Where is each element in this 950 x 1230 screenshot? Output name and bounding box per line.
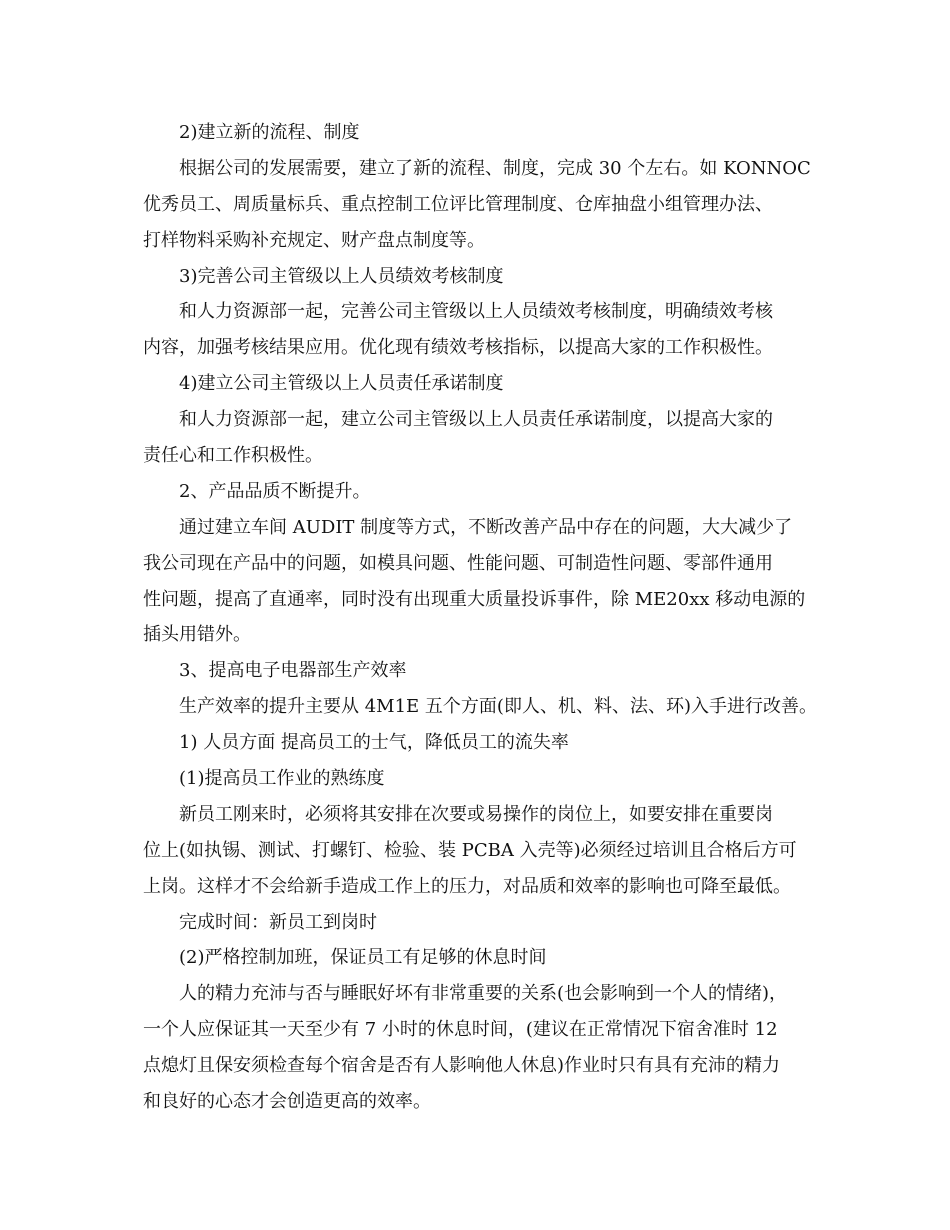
text-line: 插头用错外。 [143,624,251,646]
text-line: 上岗。这样才不会给新手造成工作上的压力，对品质和效率的影响也可降至最低。 [143,875,791,897]
text-line: 点熄灯且保安须检查每个宿舍是否有人影响他人休息)作业时只有具有充沛的精力 [143,1055,781,1077]
text-line: 通过建立车间 AUDIT 制度等方式，不断改善产品中存在的问题，大大减少了 [179,516,793,538]
document-body [143,115,823,1120]
text-line: 3)完善公司主管级以上人员绩效考核制度 [179,265,504,287]
text-line: 性问题，提高了直通率，同时没有出现重大质量投诉事件，除 ME20xx 移动电源的 [143,588,806,610]
text-line: (2)严格控制加班，保证员工有足够的休息时间 [179,947,547,969]
text-line: 责任心和工作积极性。 [143,445,323,467]
text-line: 和人力资源部一起，建立公司主管级以上人员责任承诺制度，以提高大家的 [179,409,773,431]
text-line: 内容，加强考核结果应用。优化现有绩效考核指标，以提高大家的工作积极性。 [143,337,773,359]
text-line: 生产效率的提升主要从 4M1E 五个方面(即人、机、料、法、环)入手进行改善。 [179,696,817,718]
text-line: 2、产品品质不断提升。 [179,480,371,502]
text-line: 新员工刚来时，必须将其安排在次要或易操作的岗位上，如要安排在重要岗 [179,803,773,825]
text-line: 3、提高电子电器部生产效率 [179,660,407,682]
text-line: 我公司现在产品中的问题，如模具问题、性能问题、可制造性问题、零部件通用 [143,552,773,574]
text-line: 根据公司的发展需要，建立了新的流程、制度，完成 30 个左右。如 KONNOC [179,157,811,179]
text-line: 优秀员工、周质量标兵、重点控制工位评比管理制度、仓库抽盘小组管理办法、 [143,193,773,215]
text-line: 和良好的心态才会创造更高的效率。 [143,1091,431,1113]
text-line: 2)建立新的流程、制度 [179,122,360,143]
text-line: 4)建立公司主管级以上人员责任承诺制度 [179,373,504,395]
text-line: 一个人应保证其一天至少有 7 小时的休息时间，(建议在正常情况下宿舍准时 12 [143,1019,778,1041]
text-line: 和人力资源部一起，完善公司主管级以上人员绩效考核制度，明确绩效考核 [179,301,773,323]
text-line: 人的精力充沛与否与睡眠好坏有非常重要的关系(也会影响到一个人的情绪)， [179,983,788,1005]
text-line: (1)提高员工作业的熟练度 [179,768,385,790]
text-line: 位上(如执锡、测试、打螺钉、检验、装 PCBA 入壳等)必须经过培训且合格后方可 [143,839,797,861]
text-line: 打样物料采购补充规定、财产盘点制度等。 [143,229,485,251]
text-line: 1) 人员方面 提高员工的士气，降低员工的流失率 [179,732,569,754]
text-line: 完成时间：新员工到岗时 [179,911,377,933]
